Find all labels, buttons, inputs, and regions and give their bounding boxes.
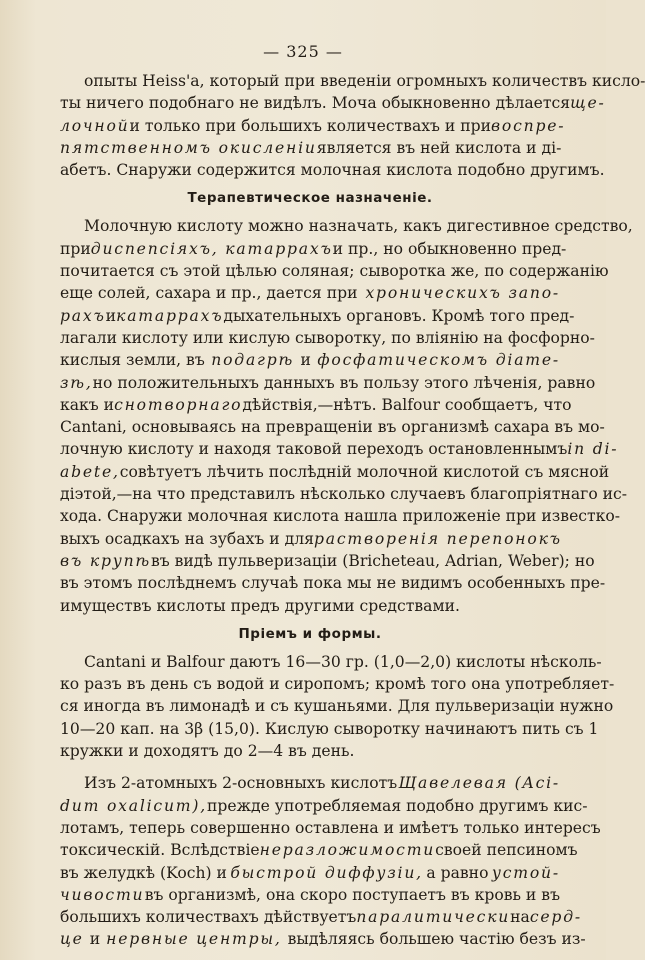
text-line	[60, 906, 582, 928]
paragraph-gap	[60, 762, 560, 772]
text-span: а равно	[426, 863, 489, 882]
text-span: хода. Снаружи молочная кислота нашла приложеніе при известко-	[60, 507, 621, 526]
emphasized-text: чивости	[60, 885, 145, 904]
text-line	[60, 651, 602, 673]
emphasized-text: in di-	[567, 440, 619, 459]
text-line	[60, 70, 645, 92]
emphasized-text: снотворнаго	[114, 395, 243, 414]
text-span: діэтой,—на что представилъ нѣсколько случаевъ благопріятнаго ис-	[60, 485, 628, 504]
text-line	[60, 327, 595, 349]
text-span: токсическій. Вслѣдствіе	[60, 841, 260, 860]
emphasized-text: растворенія перепонокъ	[313, 529, 562, 548]
emphasized-text: фосфатическомъ діате-	[317, 351, 560, 370]
text-line	[60, 260, 609, 282]
emphasized-text: диспепсіяхъ, катаррахъ	[90, 239, 333, 258]
text-line	[60, 550, 595, 572]
text-line	[60, 772, 560, 794]
text-line	[60, 862, 560, 884]
text-span: является въ ней кислота и ді-	[316, 138, 562, 157]
text-span: опыты Heiss'а, который при введеніи огромныхъ количествъ кисло-	[84, 72, 645, 90]
text-line	[60, 795, 588, 817]
text-span: дѣйствія,—нѣтъ. Balfour сообщаетъ, что	[242, 395, 572, 414]
emphasized-text: зѣ,	[60, 373, 93, 392]
text-line	[60, 394, 572, 416]
text-line	[60, 238, 567, 260]
text-span: лочную кислоту и находя таковой переходъ остановленнымъ	[60, 440, 568, 459]
page-number: — 325 —	[263, 42, 343, 61]
text-span: кружки и доходятъ до 2—4 въ день.	[60, 742, 355, 761]
text-span: своей пепсиномъ	[435, 841, 578, 860]
text-line	[60, 528, 560, 550]
text-span: въ видѣ пульверизаціи (Bricheteau, Adrian, Weber); но	[150, 551, 595, 570]
text-span: еще солей, сахара и пр., дается при	[60, 284, 358, 303]
text-line	[60, 349, 560, 371]
text-span: на	[510, 908, 530, 927]
text-line	[60, 740, 560, 762]
emphasized-text: рахъ	[60, 306, 106, 325]
section-heading-dosage: Пріемъ и формы.	[238, 625, 382, 642]
text-line	[60, 572, 606, 594]
emphasized-text: устой-	[491, 863, 560, 882]
text-span: большихъ количествахъ дѣйствуетъ	[60, 908, 357, 927]
emphasized-text: подагрѣ	[211, 351, 295, 370]
emphasized-text: воспре-	[491, 116, 566, 135]
paragraph-1	[60, 70, 645, 181]
emphasized-text: Щавелевая (Aci-	[398, 774, 560, 793]
text-span: лотамъ, теперь совершенно оставлена и имѣетъ только интересъ	[60, 818, 601, 837]
text-span: и	[89, 930, 101, 949]
text-line	[60, 884, 560, 906]
emphasized-text: неразложимости	[259, 841, 436, 860]
text-span: кислыя земли, въ	[60, 351, 205, 370]
text-span: въ желудкѣ (Koch) и	[60, 863, 227, 882]
emphasized-text: ще-	[570, 94, 606, 113]
emphasized-text: нервные центры,	[106, 930, 282, 949]
emphasized-text: хроническихъ запо-	[365, 284, 560, 303]
text-span: выхъ осадкахъ на зубахъ и для	[60, 529, 314, 548]
text-span: дыхательныхъ органовъ. Кромѣ того пред-	[223, 306, 575, 325]
text-line	[60, 416, 605, 438]
text-span: абетъ. Снаружи содержится молочная кислота подобно другимъ.	[60, 161, 605, 180]
text-line	[60, 928, 586, 950]
text-span: и только при большихъ количествахъ и при	[129, 116, 492, 135]
text-line	[60, 159, 605, 181]
paragraph-2	[60, 215, 633, 616]
text-span: выдѣляясь большею частію безъ из-	[287, 930, 586, 949]
text-line	[60, 461, 610, 483]
text-span: прежде употребляемая подобно другимъ кис-	[207, 796, 588, 815]
text-line	[60, 718, 599, 740]
text-line	[60, 839, 578, 861]
text-line	[60, 92, 606, 114]
text-line	[60, 505, 621, 527]
text-span: Изъ 2-атомныхъ 2-основныхъ кислотъ	[84, 774, 398, 793]
emphasized-text: це	[60, 930, 84, 949]
text-span: и пр., но обыкновенно пред-	[332, 239, 567, 258]
text-line	[60, 372, 596, 394]
text-span: Молочную кислоту можно назначать, какъ дигестивное средство,	[84, 217, 633, 236]
text-line	[60, 817, 601, 839]
emphasized-text: dum oxalicum),	[60, 796, 208, 815]
text-line	[60, 595, 560, 617]
text-span: въ организмѣ, она скоро поступаетъ въ кровь и въ	[144, 885, 560, 904]
text-span: почитается съ этой цѣлью соляная; сыворотка же, по содержанію	[60, 262, 609, 281]
emphasized-text: пятственномъ окисленіи	[60, 138, 317, 157]
section-heading-therapeutic: Терапевтическое назначеніе.	[187, 190, 433, 207]
text-span: но положительныхъ данныхъ въ пользу этого лѣченія, равно	[92, 373, 596, 392]
emphasized-text: въ крупѣ	[60, 551, 151, 570]
text-line	[60, 438, 619, 460]
text-line	[60, 282, 560, 304]
text-span: имуществъ кислоты предъ другими средствами.	[60, 596, 460, 615]
text-span: въ этомъ послѣднемъ случаѣ пока мы не видимъ особенныхъ пре-	[60, 574, 606, 593]
emphasized-text: катаррахъ	[116, 306, 224, 325]
text-span: и	[300, 351, 311, 370]
text-span: при	[60, 239, 91, 258]
text-span: ты ничего подобнаго не видѣлъ. Моча обыкновенно дѣлается	[60, 94, 571, 113]
text-span: лагали кислоту или кислую сыворотку, по вліянію на фосфорно-	[60, 328, 595, 347]
paragraph-3	[60, 651, 615, 762]
text-line	[60, 137, 560, 159]
text-line	[60, 673, 615, 695]
emphasized-text: серд-	[529, 908, 582, 927]
emphasized-text: паралитически	[356, 908, 511, 927]
text-line	[60, 305, 575, 327]
text-span: ся иногда въ лимонадѣ и съ кушаньями. Для пульверизаціи нужно	[60, 697, 614, 716]
text-span: ко разъ въ день съ водой и сиропомъ; кромѣ того она употребляет-	[60, 675, 615, 694]
emphasized-text: abete,	[60, 462, 120, 481]
paragraph-4	[60, 772, 601, 950]
text-line	[60, 215, 633, 237]
text-span: какъ и	[60, 395, 115, 414]
text-span: Cantani, основываясь на превращеніи въ организмѣ сахара въ мо-	[60, 418, 605, 437]
emphasized-text: быстрой диффузіи,	[230, 863, 423, 882]
text-line	[60, 483, 628, 505]
text-span: совѣтуетъ лѣчить послѣдній молочной кислотой съ мясной	[119, 462, 610, 481]
page-text	[60, 70, 645, 951]
emphasized-text: лочной	[60, 116, 130, 135]
text-line	[60, 115, 566, 137]
text-span: и	[105, 306, 117, 325]
text-span: 10—20 кап. на 3β (15,0). Кислую сыворотку начинаютъ пить съ 1	[60, 719, 599, 738]
text-span: Cantani и Balfour даютъ 16—30 гр. (1,0—2,0) кислоты нѣсколь-	[84, 652, 602, 671]
text-line	[60, 695, 614, 717]
